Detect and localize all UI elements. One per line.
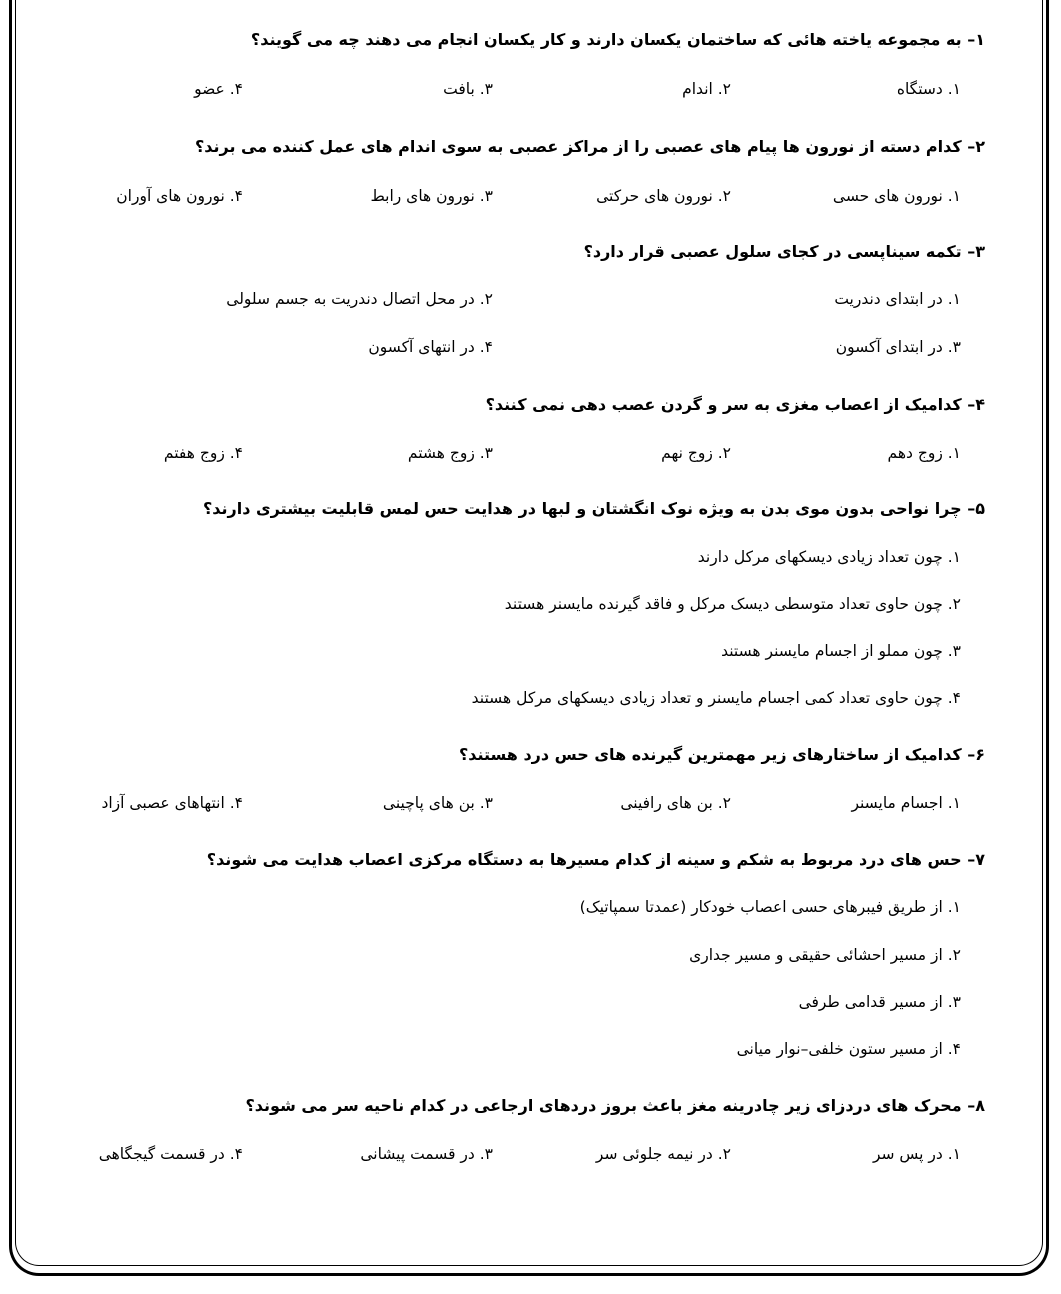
q8-option-3: ۳. در قسمت پیشانی (360, 1145, 493, 1163)
question-1: ۱– به مجموعه یاخته هائی که ساختمان یکسان دارند و کار یکسان انجام می دهند چه می گویند؟ (250, 30, 985, 49)
q1-option-2: ۲. اندام (682, 80, 731, 98)
q4-option-3: ۳. زوج هشتم (407, 444, 493, 462)
q7-option-4: ۴. از مسیر ستون خلفی–نوار میانی (736, 1040, 961, 1058)
q5-option-2: ۲. چون حاوی تعداد متوسطی دیسک مرکل و فاقد گیرنده مایسنر هستند (504, 595, 961, 613)
q3-option-4: ۴. در انتهای آکسون (368, 338, 493, 356)
question-2: ۲– کدام دسته از نورون ها پیام های عصبی را از مراکز عصبی به سوی اندام های عمل کننده می برند؟ (194, 137, 985, 156)
q5-option-1: ۱. چون تعداد زیادی دیسکهای مرکل دارند (697, 548, 961, 566)
q6-option-2: ۲. بن های رافینی (620, 794, 731, 812)
q3-option-1: ۱. در ابتدای دندریت (834, 290, 961, 308)
q2-option-3: ۳. نورون های رابط (370, 187, 493, 205)
q6-option-4: ۴. انتهاهای عصبی آزاد (101, 794, 243, 812)
question-6: ۶– کدامیک از ساختارهای زیر مهمترین گیرنده های حس درد هستند؟ (458, 745, 985, 764)
q4-option-1: ۱. زوج دهم (887, 444, 961, 462)
q6-option-3: ۳. بن های پاچینی (382, 794, 493, 812)
q8-option-4: ۴. در قسمت گیجگاهی (98, 1145, 243, 1163)
q5-option-3: ۳. چون مملو از اجسام مایسنر هستند (721, 642, 961, 660)
question-3: ۳– تکمه سیناپسی در کجای سلول عصبی قرار دارد؟ (583, 242, 985, 261)
question-8: ۸– محرک های دردزای زیر چادرینه مغز باعث بروز دردهای ارجاعی در کدام ناحیه سر می شوند؟ (245, 1096, 985, 1115)
q7-option-2: ۲. از مسیر احشائی حقیقی و مسیر جداری (689, 946, 961, 964)
q2-option-2: ۲. نورون های حرکتی (596, 187, 731, 205)
q2-option-1: ۱. نورون های حسی (832, 187, 961, 205)
q1-option-4: ۴. عضو (194, 80, 243, 98)
question-4: ۴– کدامیک از اعصاب مغزی به سر و گردن عصب دهی نمی کنند؟ (485, 395, 985, 414)
q7-option-3: ۳. از مسیر قدامی طرفی (798, 993, 961, 1011)
q3-option-3: ۳. در ابتدای آکسون (835, 338, 961, 356)
q7-option-1: ۱. از طریق فیبرهای حسی اعصاب خودکار (عمدتا سمپاتیک) (579, 898, 961, 916)
q3-option-2: ۲. در محل اتصال دندریت به جسم سلولی (226, 290, 493, 308)
q6-option-1: ۱. اجسام مایسنر (851, 794, 961, 812)
q2-option-4: ۴. نورون های آوران (116, 187, 243, 205)
question-7: ۷– حس های درد مربوط به شکم و سینه از کدام مسیرها به دستگاه مرکزی اعصاب هدایت می شوند؟ (206, 850, 985, 869)
q5-option-4: ۴. چون حاوی تعداد کمی اجسام مایسنر و تعداد زیادی دیسکهای مرکل هستند (471, 689, 961, 707)
q8-option-1: ۱. در پس سر (872, 1145, 961, 1163)
q1-option-3: ۳. بافت (443, 80, 493, 98)
q4-option-4: ۴. زوج هفتم (163, 444, 243, 462)
q8-option-2: ۲. در نیمه جلوئی سر (595, 1145, 731, 1163)
question-5: ۵– چرا نواحی بدون موی بدن به ویژه نوک انگشتان و لبها در هدایت حس لمس قابلیت بیشتری دارند؟ (203, 499, 985, 518)
q4-option-2: ۲. زوج نهم (661, 444, 731, 462)
q1-option-1: ۱. دستگاه (896, 80, 961, 98)
